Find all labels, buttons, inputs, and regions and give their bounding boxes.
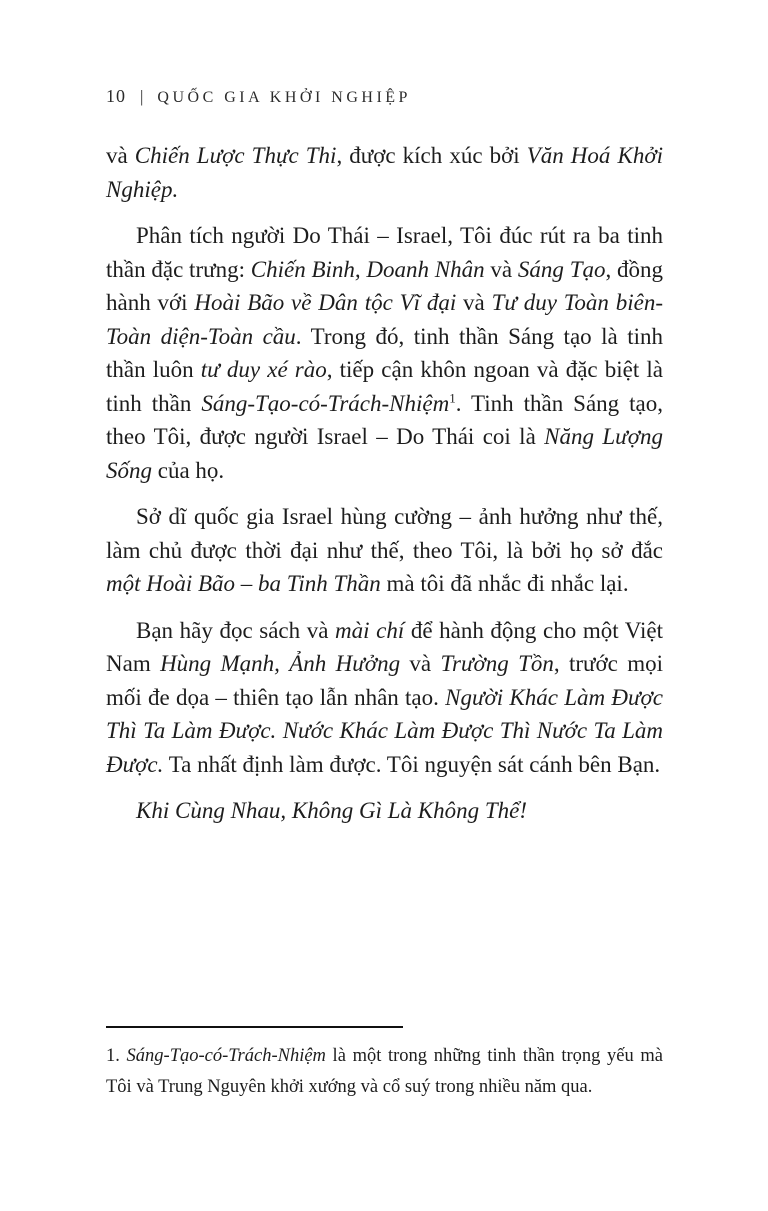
emphasized-text-run: Văn Hoá Khởi Nghiệp. [106,143,663,202]
text-run: , trước mọi mối đe dọa – thiên tạo lẫn nhân tạo. [106,651,663,710]
emphasized-text-run: một Hoài Bão – ba Tinh Thần [106,571,381,596]
text-run: và [400,651,441,676]
emphasized-text-run: Năng Lượng Sống [106,424,664,483]
header-separator: | [140,87,144,106]
text-run: là một trong những tinh thần trọng yếu mà Tôi và Trung Nguyên khởi xướng và cổ suý trong nhiều năm qua. [106,1046,664,1097]
text-run: của họ. [152,457,225,483]
emphasized-text-run: Sáng-Tạo-có-Trách-Nhiệm [201,390,450,416]
text-run: . Trong đó, tinh thần Sáng tạo là tinh thần luôn [106,323,664,382]
emphasized-text-run: Chiến Lược Thực Thi [134,143,337,168]
text-run: và [456,290,492,315]
text-run: mà tôi đã nhắc đi nhắc lại. [380,571,629,596]
text-run: Phân tích người Do Thái – Israel, Tôi đúc rút ra ba tinh thần đặc trưng: [106,223,663,282]
paragraph [106,614,663,782]
text-run: để hành động cho một Việt Nam [106,617,663,676]
footnote-area [106,1026,663,1103]
emphasized-text-run: Hùng Mạnh, Ảnh Hưởng [160,651,401,676]
emphasized-text-run: Tư duy Toàn biên-Toàn diện-Toàn cầu [106,290,663,349]
text-run: Bạn hãy đọc sách và [136,617,336,643]
emphasized-text-run: mài chí [335,617,405,643]
paragraph [106,139,663,206]
text-run: , đồng hành với [106,256,664,315]
paragraph [106,794,663,828]
emphasized-text-run: Chiến Binh, Doanh Nhân [250,256,485,282]
emphasized-text-run: Người Khác Làm Được Thì Ta Làm Được. Nước Khác Làm Được Thì Nước Ta Làm Được. [106,684,663,777]
emphasized-text-run: Hoài Bão về Dân tộc Vĩ đại [194,290,457,315]
text-run: , được kích xúc bởi [336,143,527,168]
emphasized-text-run: tư duy xé rào [200,357,327,382]
text-run: Sở dĩ quốc gia Israel hùng cường – ảnh hưởng như thế, làm chủ được thời đại như thế, theo Tôi, là bởi họ sở đắc [106,504,663,563]
text-run: . Tinh thần Sáng tạo, theo Tôi, được người Israel – Do Thái coi là [106,390,663,449]
running-header [106,86,411,107]
page-number: 10 [106,86,126,106]
footnote-rule [106,1026,403,1028]
emphasized-text-run: Khi Cùng Nhau, Không Gì Là Không Thể! [136,798,528,823]
text-run: Ta nhất định làm được. Tôi nguyện sát cánh bên Bạn. [163,751,661,777]
emphasized-text-run: Sáng-Tạo-có-Trách-Nhiệm [126,1046,326,1066]
emphasized-text-run: Trường Tồn [440,651,554,676]
text-run: 1. [106,1046,127,1066]
text-run: và [484,256,518,282]
page-body [106,139,663,841]
book-title: QUỐC GIA KHỞI NGHIỆP [157,89,411,106]
text-run: , tiếp cận khôn ngoan và đặc biệt là tinh thần [106,357,664,416]
paragraph [106,219,663,487]
text-run: và [106,143,135,168]
footnote-text [106,1041,663,1103]
paragraph [106,500,663,601]
footnote-marker: 1 [449,389,456,405]
emphasized-text-run: Sáng Tạo [517,256,606,282]
